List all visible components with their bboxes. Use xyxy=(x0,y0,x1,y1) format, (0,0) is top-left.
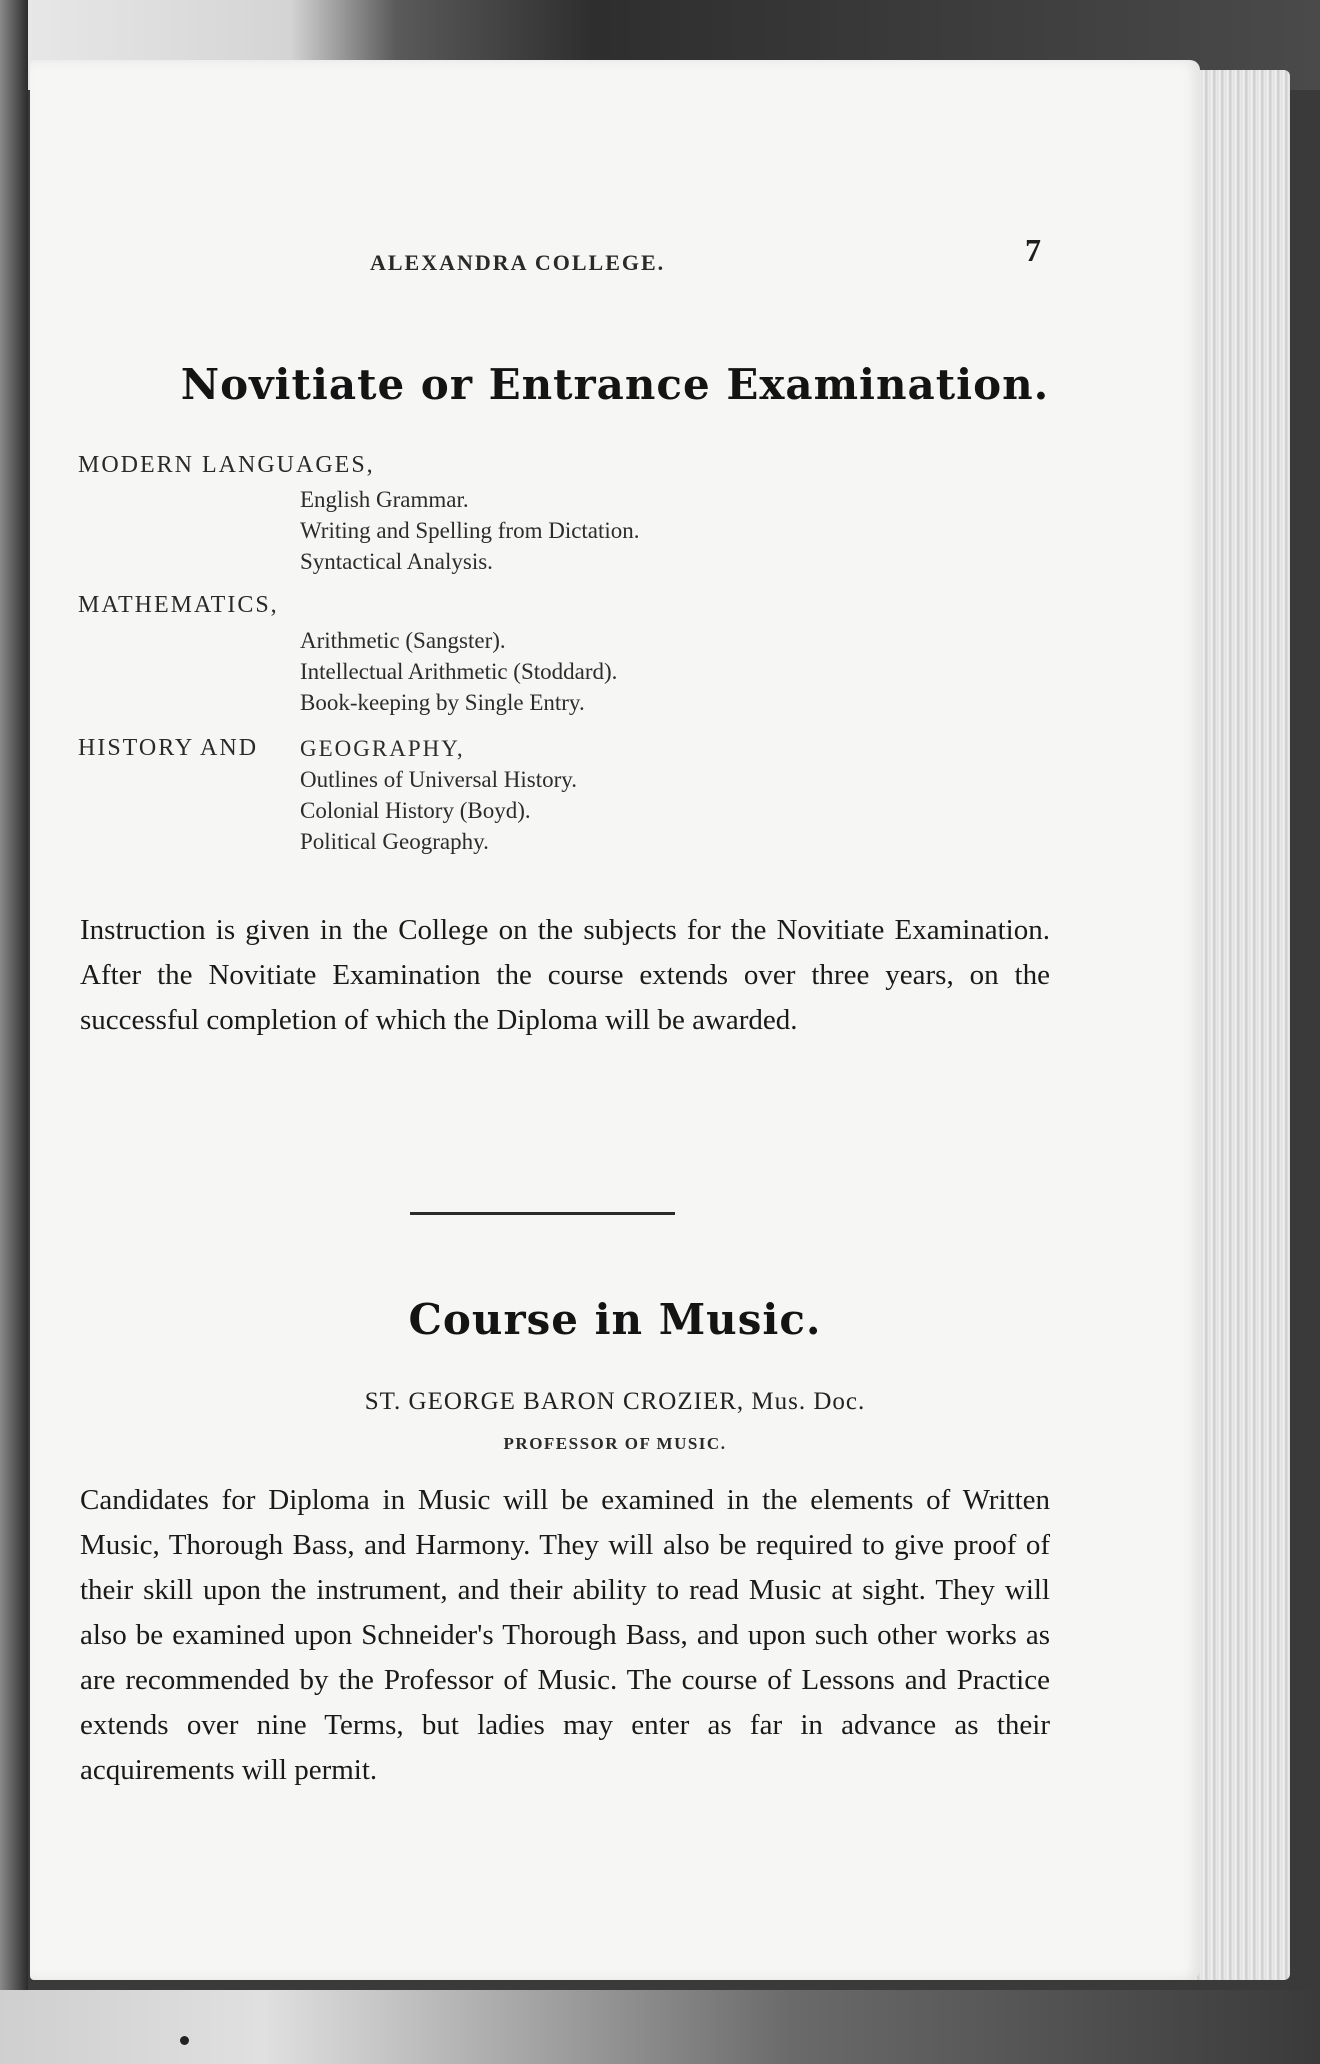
list-item: Political Geography. xyxy=(300,829,489,854)
novitiate-paragraph: Instruction is given in the College on the subjects for the Novitiate Examination. After the Novitiate Examination the course extends over three years, on the successful completion of which the Diploma will be awarded. xyxy=(80,914,1050,1036)
subject-list-mathematics xyxy=(300,625,617,718)
professor-title: PROFESSOR OF MUSIC. xyxy=(503,1434,727,1453)
list-item: GEOGRAPHY, xyxy=(300,736,465,761)
subject-list-history xyxy=(300,733,577,857)
ink-dot xyxy=(180,2036,189,2045)
list-item: Arithmetic (Sangster). xyxy=(300,628,506,653)
page-number: 7 xyxy=(1025,232,1041,268)
book-spine xyxy=(0,0,28,2064)
page-edges xyxy=(1185,70,1290,1980)
novitiate-title: Novitiate or Entrance Examination. xyxy=(180,360,1050,409)
list-item: Book-keeping by Single Entry. xyxy=(300,690,585,715)
subject-heading-modern-languages: MODERN LANGUAGES, xyxy=(78,452,375,478)
music-paragraph: Candidates for Diploma in Music will be examined in the elements of Written Music, Thorough Bass, and Harmony. They will also be required to give proof of their skill upon the instrument, and their ability to read Music at sight. They will also be examined upon Schneider's Thorough Bass, and upon such other works as are recommended by the Professor of Music. The course of Lessons and Practice extends over nine Terms, but ladies may enter as far in advance as their acquirements will permit. xyxy=(80,1484,1050,1786)
list-item: Writing and Spelling from Dictation. xyxy=(300,518,640,543)
list-item: Syntactical Analysis. xyxy=(300,549,493,574)
list-item: Colonial History (Boyd). xyxy=(300,798,531,823)
subject-heading-mathematics: MATHEMATICS, xyxy=(78,592,279,618)
list-item: Outlines of Universal History. xyxy=(300,767,578,792)
subject-list-modern-languages xyxy=(300,484,640,577)
book-page xyxy=(30,60,1200,1980)
subject-heading-history: HISTORY AND xyxy=(78,735,259,761)
list-item: Intellectual Arithmetic (Stoddard). xyxy=(300,659,618,684)
music-title: Course in Music. xyxy=(408,1295,822,1344)
section-divider xyxy=(410,1212,675,1215)
running-head: ALEXANDRA COLLEGE. xyxy=(370,250,666,275)
list-item: English Grammar. xyxy=(300,487,469,512)
professor-name: ST. GEORGE BARON CROZIER, Mus. Doc. xyxy=(364,1388,866,1415)
background-bottom xyxy=(0,1990,1320,2064)
